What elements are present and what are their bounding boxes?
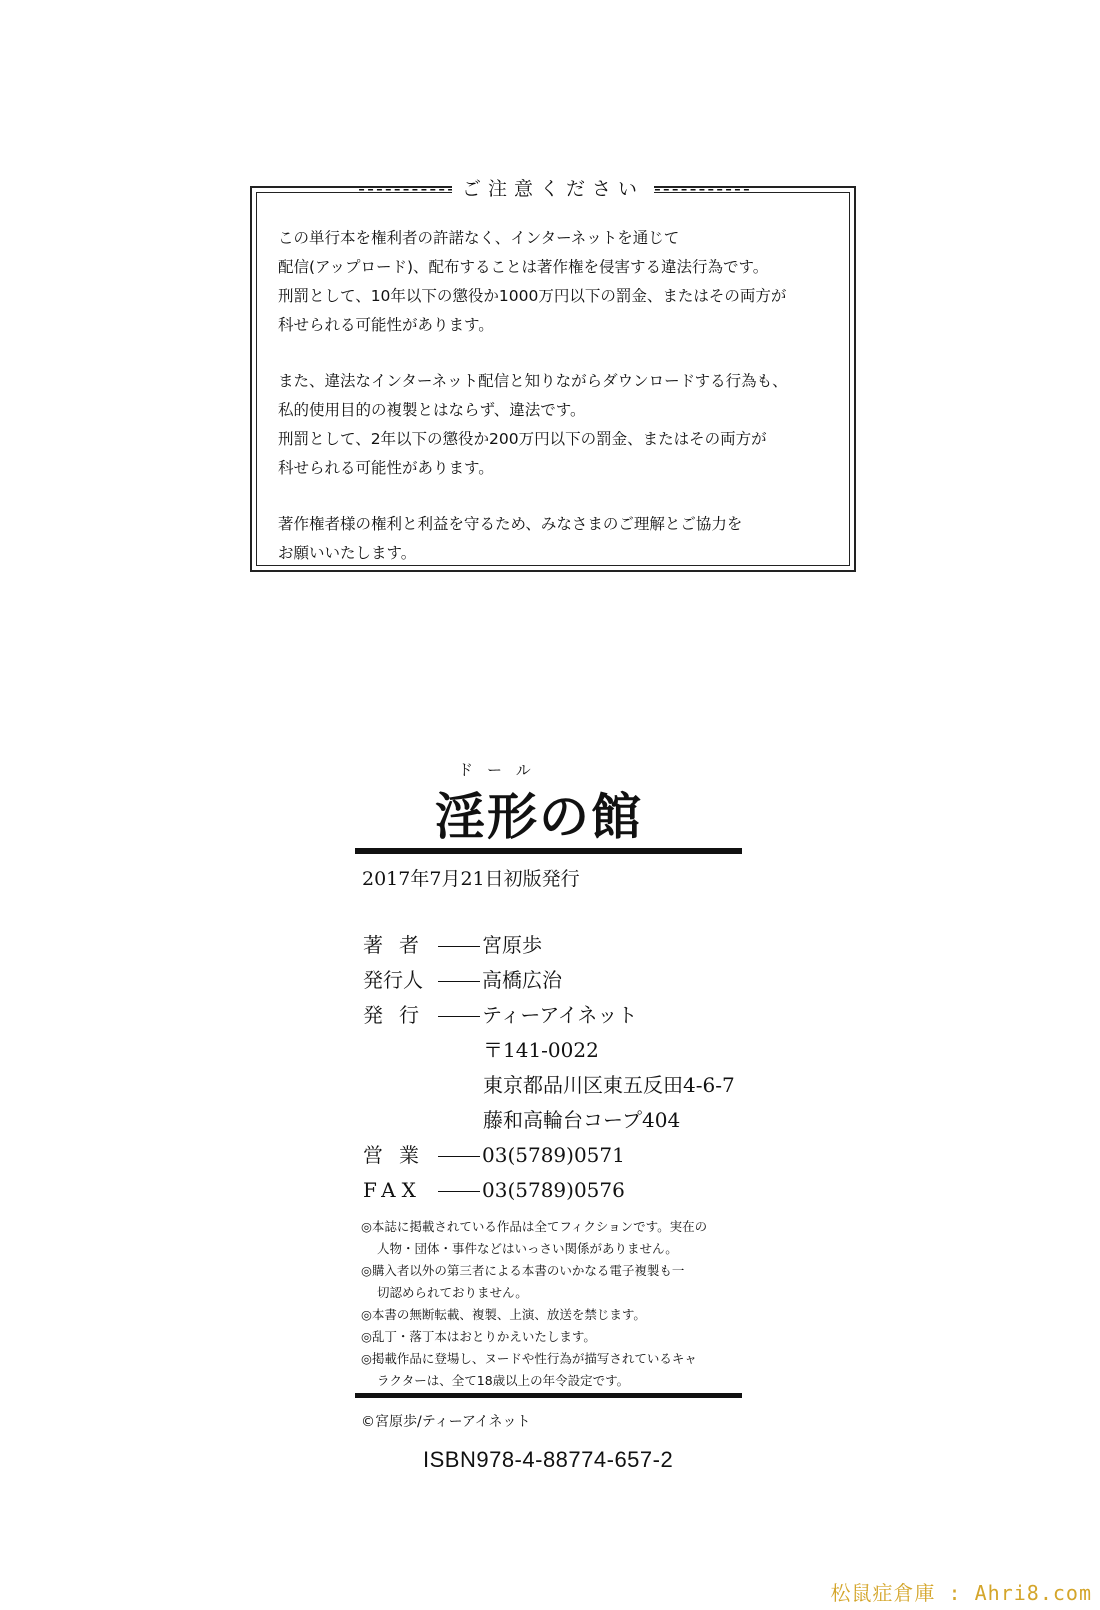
credit-value: 03(5789)0576	[482, 1178, 625, 1202]
notice-title: ご注意ください	[452, 178, 654, 200]
credit-label: 発行	[363, 1003, 435, 1027]
dash-line	[438, 1191, 480, 1192]
note-line: 人物・団体・事件などはいっさい関係がありません。	[377, 1241, 678, 1256]
notice-line: また、違法なインターネット配信と知りながらダウンロードする行為も、	[278, 372, 788, 390]
isbn: ISBN978-4-88774-657-2	[423, 1447, 674, 1472]
notice-line: 私的使用目的の複製とはならず、違法です。	[278, 401, 586, 419]
watermark: 松鼠症倉庫 : Ahri8.com	[830, 1581, 1092, 1605]
title-ruby: ドール	[458, 761, 545, 779]
legal-notes	[361, 1216, 741, 1392]
credit-value: 高橋広治	[482, 968, 562, 992]
credit-fax	[363, 1173, 735, 1208]
credit-label: 著者	[363, 933, 435, 957]
note-line: ◎本書の無断転載、複製、上演、放送を禁じます。	[361, 1307, 646, 1322]
bottom-rule	[355, 1393, 742, 1398]
dash-line	[438, 981, 480, 982]
notice-line: 配信(アップロード)、配布することは著作権を侵害する違法行為です。	[278, 258, 769, 276]
address-line-1: 東京都品川区東五反田4-6-7	[483, 1073, 735, 1097]
credit-value: 03(5789)0571	[482, 1143, 625, 1167]
title-rule	[355, 848, 742, 854]
notice-line: 科せられる可能性があります。	[278, 459, 494, 477]
notice-title-dash-right: - - - - - - - - - - -	[654, 178, 748, 200]
publication-date: 2017年7月21日初版発行	[362, 868, 580, 890]
note-line: ◎掲載作品に登場し、ヌードや性行為が描写されているキャ	[361, 1351, 697, 1366]
notice-line: 刑罰として、2年以下の懲役か200万円以下の罰金、またはその両方が	[278, 430, 767, 448]
notice-paragraph	[278, 510, 840, 568]
credit-author	[363, 928, 735, 963]
note-line: 切認められておりません。	[377, 1285, 528, 1300]
notice-title-row	[252, 174, 854, 201]
note-line: ◎乱丁・落丁本はおとりかえいたします。	[361, 1329, 596, 1344]
notice-paragraph	[278, 367, 840, 483]
book-title: 淫形の館	[435, 787, 643, 846]
notice-line: 著作権者様の権利と利益を守るため、みなさまのご理解とご協力を	[278, 515, 743, 533]
credit-sales	[363, 1138, 735, 1173]
credits	[363, 928, 735, 1208]
dash-line	[438, 946, 480, 947]
notice-line: この単行本を権利者の許諾なく、インターネットを通じて	[278, 229, 680, 247]
credit-label: FAX	[363, 1178, 422, 1202]
note-line: ラクターは、全て18歳以上の年令設定です。	[377, 1373, 630, 1388]
notice-body	[278, 224, 840, 595]
copyright: ©宮原歩/ティーアイネット	[361, 1414, 531, 1430]
note-line: ◎購入者以外の第三者による本書のいかなる電子複製も一	[361, 1263, 685, 1278]
credit-label: 発行人	[363, 968, 423, 992]
dash-line	[438, 1016, 480, 1017]
notice-line: 刑罰として、10年以下の懲役か1000万円以下の罰金、またはその両方が	[278, 287, 787, 305]
address-line-2: 藤和高輪台コープ404	[483, 1108, 681, 1132]
dash-line	[438, 1156, 480, 1157]
credit-publisher-person	[363, 963, 735, 998]
postal-code: 〒141-0022	[483, 1038, 599, 1062]
note-line: ◎本誌に掲載されている作品は全てフィクションです。実在の	[361, 1219, 708, 1234]
credit-label: 営業	[363, 1143, 435, 1167]
credit-publisher	[363, 998, 735, 1033]
notice-line: お願いいたします。	[278, 544, 417, 562]
credit-value: ティーアイネット	[482, 1003, 638, 1027]
notice-title-dash-left: - - - - - - - - - - -	[358, 178, 452, 200]
credit-value: 宮原歩	[482, 933, 542, 957]
notice-paragraph	[278, 224, 840, 340]
notice-line: 科せられる可能性があります。	[278, 316, 494, 334]
notice-box	[250, 178, 856, 572]
